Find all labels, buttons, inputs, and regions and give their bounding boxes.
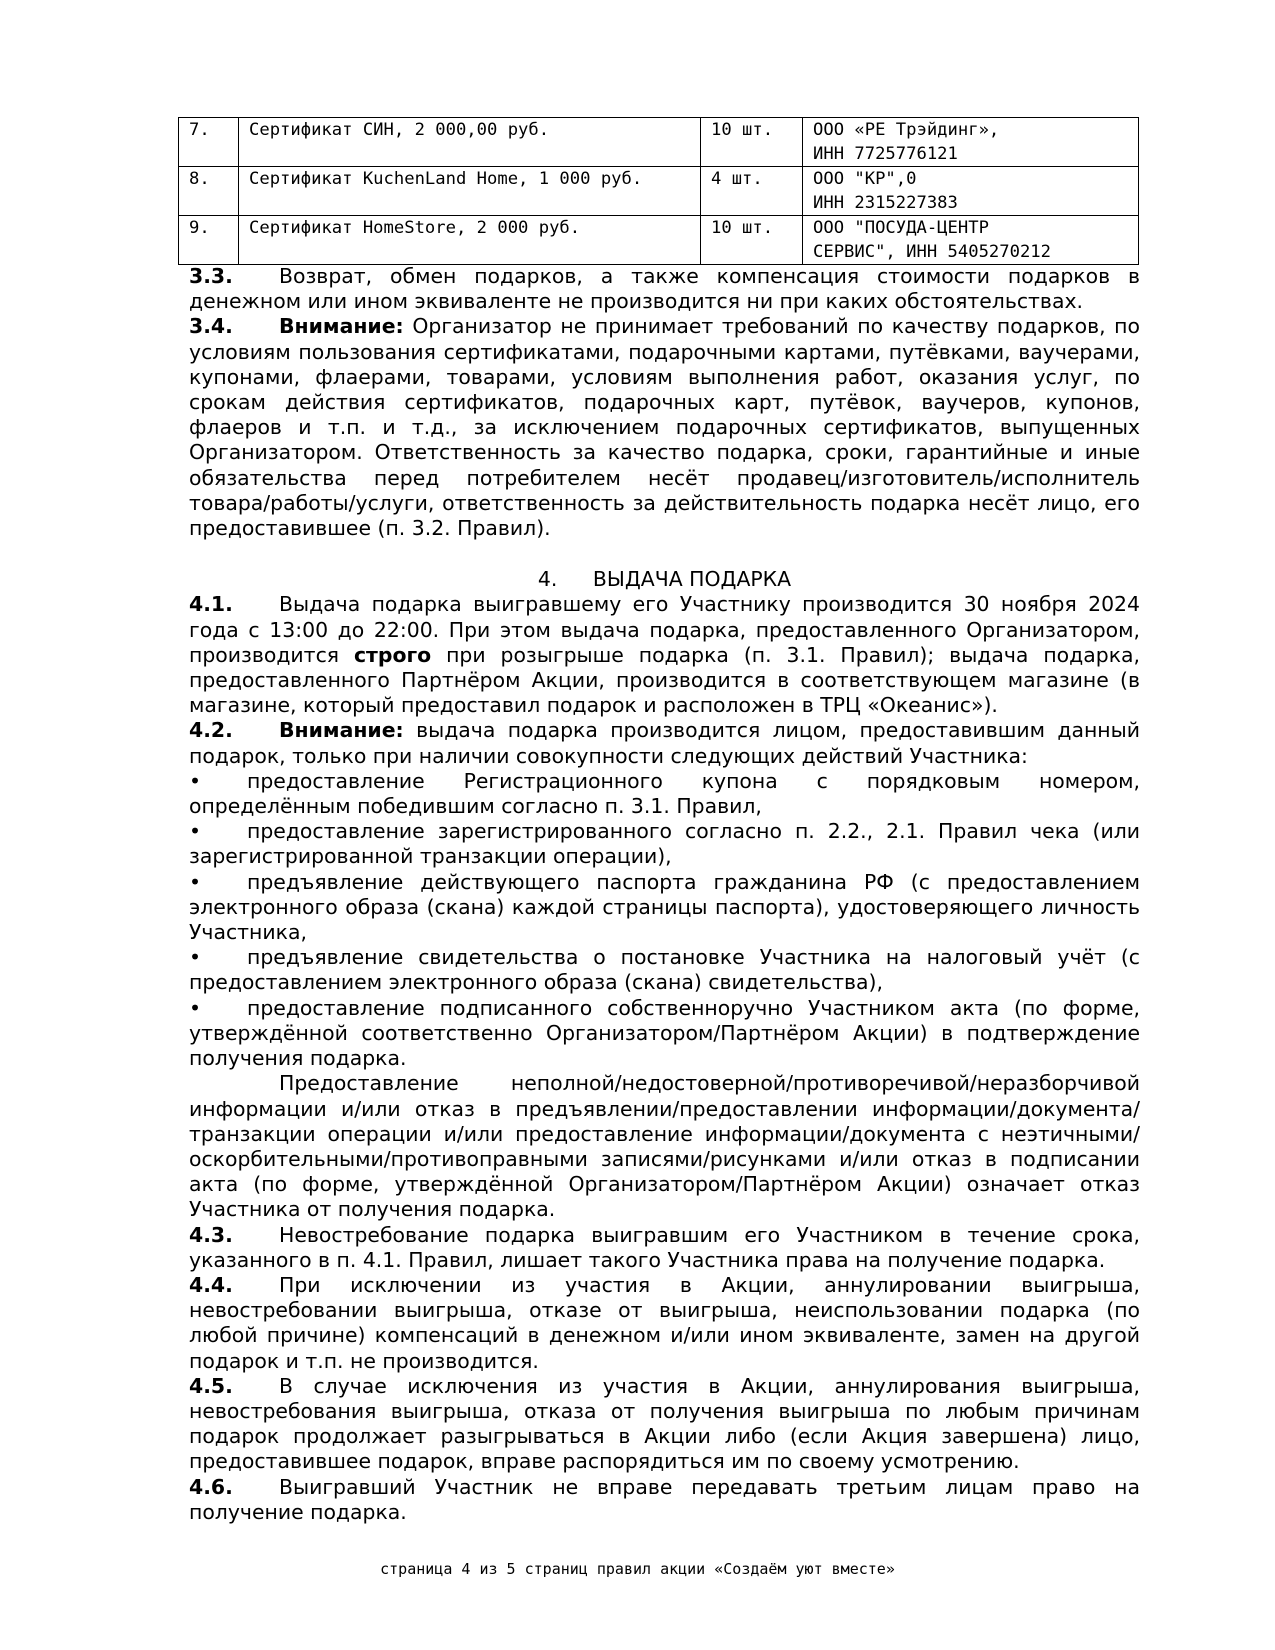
clause-number: 4.6. (189, 1474, 233, 1499)
table-row (179, 167, 1139, 216)
clause-4-4 (189, 1273, 1140, 1374)
prizes-table (178, 117, 1139, 265)
partner-line: ООО "КР",0 (813, 169, 917, 189)
clause-number: 4.1. (189, 592, 233, 617)
list-item (189, 996, 1140, 1072)
prize-name: Сертификат KuchenLand Home, 1 000 руб. (239, 167, 701, 216)
prize-quantity: 10 шт. (701, 216, 803, 265)
list-item (189, 870, 1140, 946)
partner-line: ИНН 2315227383 (813, 193, 958, 213)
clause-4-3 (189, 1223, 1140, 1273)
section-heading (189, 567, 1140, 592)
list-item-text: предоставление зарегистрированного согласно п. 2.2., 2.1. Правил чека (или зарегистрированной транзакции операции), (189, 819, 1140, 869)
clause-number: 4.2. (189, 718, 233, 743)
clause-text: выдача подарка производится лицом, предоставившим данный подарок, только при наличии совокупности следующих действий Участника: (189, 718, 1140, 768)
clause-number: 4.5. (189, 1373, 233, 1398)
bullet-icon: • (189, 768, 202, 793)
bullet-icon: • (189, 995, 202, 1020)
clause-text: В случае исключения из участия в Акции, аннулирования выигрыша, невостребования выигрыша, отказа от получения выигрыша по любым причинам подарок продолжает разыгрываться в Акции либо (если Акция завершена) лицо, предоставившее подарок, вправе распорядиться им по своему усмотрению. (189, 1373, 1140, 1474)
clause-number: 3.4. (189, 314, 233, 339)
prize-name: Сертификат HomeStore, 2 000 руб. (239, 216, 701, 265)
list-item-text: предоставление Регистрационного купона с порядковым номером, определённым победившим согласно п. 3.1. Правил, (189, 768, 1140, 819)
clause-3-4 (189, 314, 1140, 541)
rules-body (189, 264, 1140, 1525)
clause-number: 4.3. (189, 1222, 233, 1247)
list-item (189, 769, 1140, 819)
partner-line: ИНН 7725776121 (813, 144, 958, 164)
clause-text: Выдача подарка выигравшему его Участнику производится 30 ноября 2024 года с 13:00 до 22:00. При этом выдача подарка, предоставленного Организатором, производится (189, 592, 1140, 667)
row-number: 7. (179, 118, 239, 167)
clause-4-6 (189, 1475, 1140, 1525)
clause-4-2-tail: Предоставление неполной/недостоверной/противоречивой/неразборчивой информации и/или отказ в предъявлении/предоставлении информации/документа/ транзакции операции и/или предоставление информации/документа с неэтичными/оскорбительными/противоправными записями/рисунками и/или отказ в подписании акта (по форме, утверждённой Организатором/Партнёром Акции) означает отказ Участника от получения подарка. (189, 1071, 1140, 1222)
table-row (179, 216, 1139, 265)
clause-text: Выигравший Участник не вправе передавать третьим лицам право на получение подарка. (189, 1474, 1140, 1524)
emphasis-text: строго (353, 642, 432, 667)
clause-text: При исключении из участия в Акции, аннулировании выигрыша, невостребовании выигрыша, отказе от выигрыша, неиспользовании подарка (по любой причине) компенсаций в денежном и/или ином эквиваленте, замен на другой подарок и т.п. не производится. (189, 1272, 1140, 1373)
clause-text: Невостребование подарка выигравшим его Участником в течение срока, указанного в п. 4.1. Правил, лишает такого Участника права на получение подарка. (189, 1222, 1140, 1272)
bullet-icon: • (189, 945, 202, 970)
row-number: 9. (179, 216, 239, 265)
clause-number: 3.3. (189, 264, 233, 288)
list-item-text: предъявление свидетельства о постановке Участника на налоговый учёт (с предоставлением электронного образа (скана) свидетельства), (189, 945, 1140, 995)
clause-text: Организатор не принимает требований по качеству подарков, по условиям пользования сертификатами, подарочными картами, путёвками, ваучерами, купонами, флаерами, товарами, условиям выполнения работ, оказания услуг, по срокам действия сертификатов, подарочных карт, путёвок, ваучеров, купонов, флаеров и т.п. и т.д., за исключением подарочных сертификатов, выпущенных Организатором. Ответственность за качество подарка, сроки, гарантийные и иные обязательства перед потребителем несёт продавец/изготовитель/исполнитель товара/работы/услуги, ответственность за действительность подарка несёт лицо, его предоставившее (п. 3.2. Правил). (189, 314, 1140, 541)
bullet-icon: • (189, 869, 202, 894)
clause-text: Возврат, обмен подарков, а также компенсация стоимости подарков в денежном или ином эквиваленте не производится ни при каких обстоятельствах. (189, 264, 1140, 314)
partner-line: ООО «РЕ Трэйдинг», (813, 120, 1000, 140)
prize-name: Сертификат СИН, 2 000,00 руб. (239, 118, 701, 167)
partner-line: ООО "ПОСУДА-ЦЕНТР (813, 218, 989, 238)
section-title: ВЫДАЧА ПОДАРКА (592, 567, 792, 592)
prize-partner (803, 167, 1139, 216)
list-item (189, 945, 1140, 995)
prize-partner (803, 118, 1139, 167)
page-footer: страница 4 из 5 страниц правил акции «Создаём уют вместе» (380, 1560, 895, 1578)
section-number: 4. (537, 567, 558, 592)
bullet-icon: • (189, 819, 202, 844)
list-item-text: предъявление действующего паспорта гражданина РФ (с предоставлением электронного образа (скана) каждой страницы паспорта), удостоверяющего личность Участника, (189, 869, 1140, 945)
clause-3-3 (189, 264, 1140, 314)
list-item (189, 819, 1140, 869)
clause-4-2 (189, 718, 1140, 768)
prize-quantity: 4 шт. (701, 167, 803, 216)
clause-number: 4.4. (189, 1272, 233, 1297)
attention-label: Внимание: (279, 314, 404, 339)
table-row (179, 118, 1139, 167)
prize-quantity: 10 шт. (701, 118, 803, 167)
list-item-text: предоставление подписанного собственноручно Участником акта (по форме, утверждённой соответственно Организатором/Партнёром Акции) в подтверждение получения подарка. (189, 995, 1140, 1071)
clause-4-5 (189, 1374, 1140, 1475)
clause-text: при розыгрыше подарка (п. 3.1. Правил); выдача подарка, предоставленного Партнёром Акции, производится в соответствующем магазине (в магазине, который предоставил подарок и расположен в ТРЦ «Океанис»). (189, 642, 1140, 718)
prize-partner (803, 216, 1139, 265)
partner-line: СЕРВИС", ИНН 5405270212 (813, 242, 1051, 262)
row-number: 8. (179, 167, 239, 216)
attention-label: Внимание: (279, 718, 404, 743)
clause-4-1 (189, 592, 1140, 718)
